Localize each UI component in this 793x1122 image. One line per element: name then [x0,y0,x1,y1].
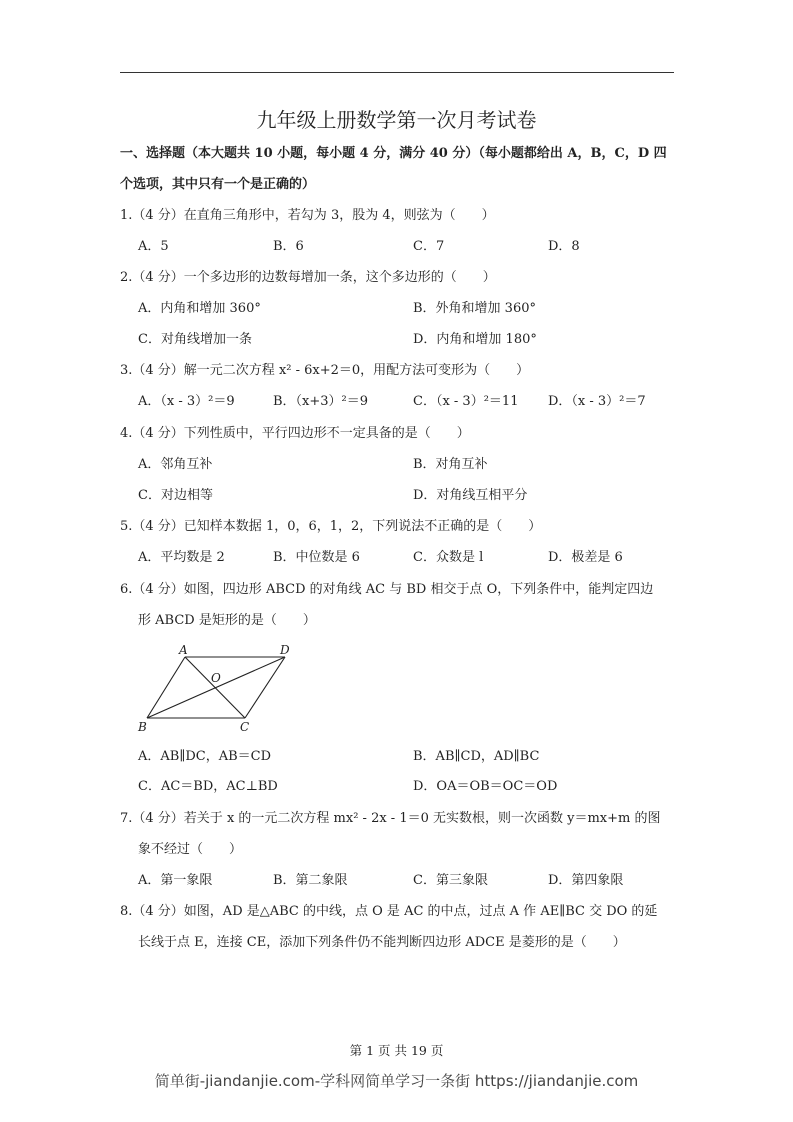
question-7-option: C．第三象限 [413,873,488,888]
question-5-option: A．平均数是 2 [138,550,225,565]
diagonal-bd [147,657,285,718]
question-5-option: D．极差是 6 [548,550,623,565]
question-8-stem: 长线于点 E，连接 CE，添加下列条件仍不能判断四边形 ADCE 是菱形的是（ ） [138,935,626,950]
question-4-option: B．对角互补 [413,457,488,472]
question-2-option: D．内角和增加 180° [413,332,537,347]
question-5-option: B．中位数是 6 [273,550,360,565]
question-1-option: A．5 [138,239,169,254]
question-3-option: C．（x - 3）²＝11 [413,394,519,409]
edge-ab [147,657,185,718]
question-1-option: D．8 [548,239,580,254]
question-6-stem: 形 ABCD 是矩形的是（ ） [138,613,316,628]
section-heading-cont: 个选项，其中只有一个是正确的） [120,177,316,192]
question-6-option: C．AC＝BD，AC⊥BD [138,779,278,794]
page-footer: 第 1 页 共 19 页 [349,1043,444,1058]
question-3-option: D．（x - 3）²＝7 [548,394,646,409]
question-2-option: A．内角和增加 360° [138,301,261,316]
question-2-option: C．对角线增加一条 [138,332,252,347]
question-4-option: D．对角线互相平分 [413,488,528,503]
question-5-option: C．众数是 l [413,550,484,565]
question-1-option: C．7 [413,239,445,254]
question-2-stem: 2.（4 分）一个多边形的边数每增加一条，这个多边形的（ ） [120,270,496,285]
page-title: 九年级上册数学第一次月考试卷 [256,108,537,132]
label-d: D [280,643,290,657]
question-2-option: B．外角和增加 360° [413,301,536,316]
question-5-stem: 5.（4 分）已知样本数据 1，0，6，1，2，下列说法不正确的是（ ） [120,519,542,534]
question-7-option: B．第二象限 [273,873,348,888]
question-7-option: D．第四象限 [548,873,624,888]
question-7-stem: 象不经过（ ） [138,842,243,857]
question-6-option: B．AB∥CD，AD∥BC [413,749,540,764]
question-4-option: C．对边相等 [138,488,213,503]
question-3-option: B．（x+3）²＝9 [273,394,369,409]
question-3-stem: 3.（4 分）解一元二次方程 x² - 6x+2＝0，用配方法可变形为（ ） [120,363,530,378]
question-1-option: B．6 [273,239,304,254]
watermark: 简单街-jiandanjie.com-学科网简单学习一条街 https://jiandanjie.com [154,1072,639,1090]
label-o: O [211,671,221,685]
question-3-option: A．（x - 3）²＝9 [138,394,235,409]
label-a: A [179,643,188,657]
question-6-stem: 6.（4 分）如图，四边形 ABCD 的对角线 AC 与 BD 相交于点 O，下列条件中，能判定四边 [120,582,654,597]
question-7-stem: 7.（4 分）若关于 x 的一元二次方程 mx² - 2x - 1＝0 无实数根，则一次函数 y＝mx+m 的图 [120,811,661,826]
section-heading: 一、选择题（本大题共 10 小题，每小题 4 分，满分 40 分）（每小题都给出 A，B，C，D 四 [120,146,667,161]
question-6-option: D．OA＝OB＝OC＝OD [413,779,558,794]
label-c: C [240,720,250,734]
label-b: B [138,720,147,734]
question-7-option: A．第一象限 [138,873,213,888]
question-4-stem: 4.（4 分）下列性质中，平行四边形不一定具备的是（ ） [120,426,470,441]
question-1-stem: 1.（4 分）在直角三角形中，若勾为 3，股为 4，则弦为（ ） [120,208,495,223]
question-4-option: A．邻角互补 [138,457,213,472]
question-8-stem: 8.（4 分）如图，AD 是△ABC 的中线，点 O 是 AC 的中点，过点 A 作 AE∥BC 交 DO 的延 [120,904,658,919]
question-6-option: A．AB∥DC，AB＝CD [138,749,272,764]
